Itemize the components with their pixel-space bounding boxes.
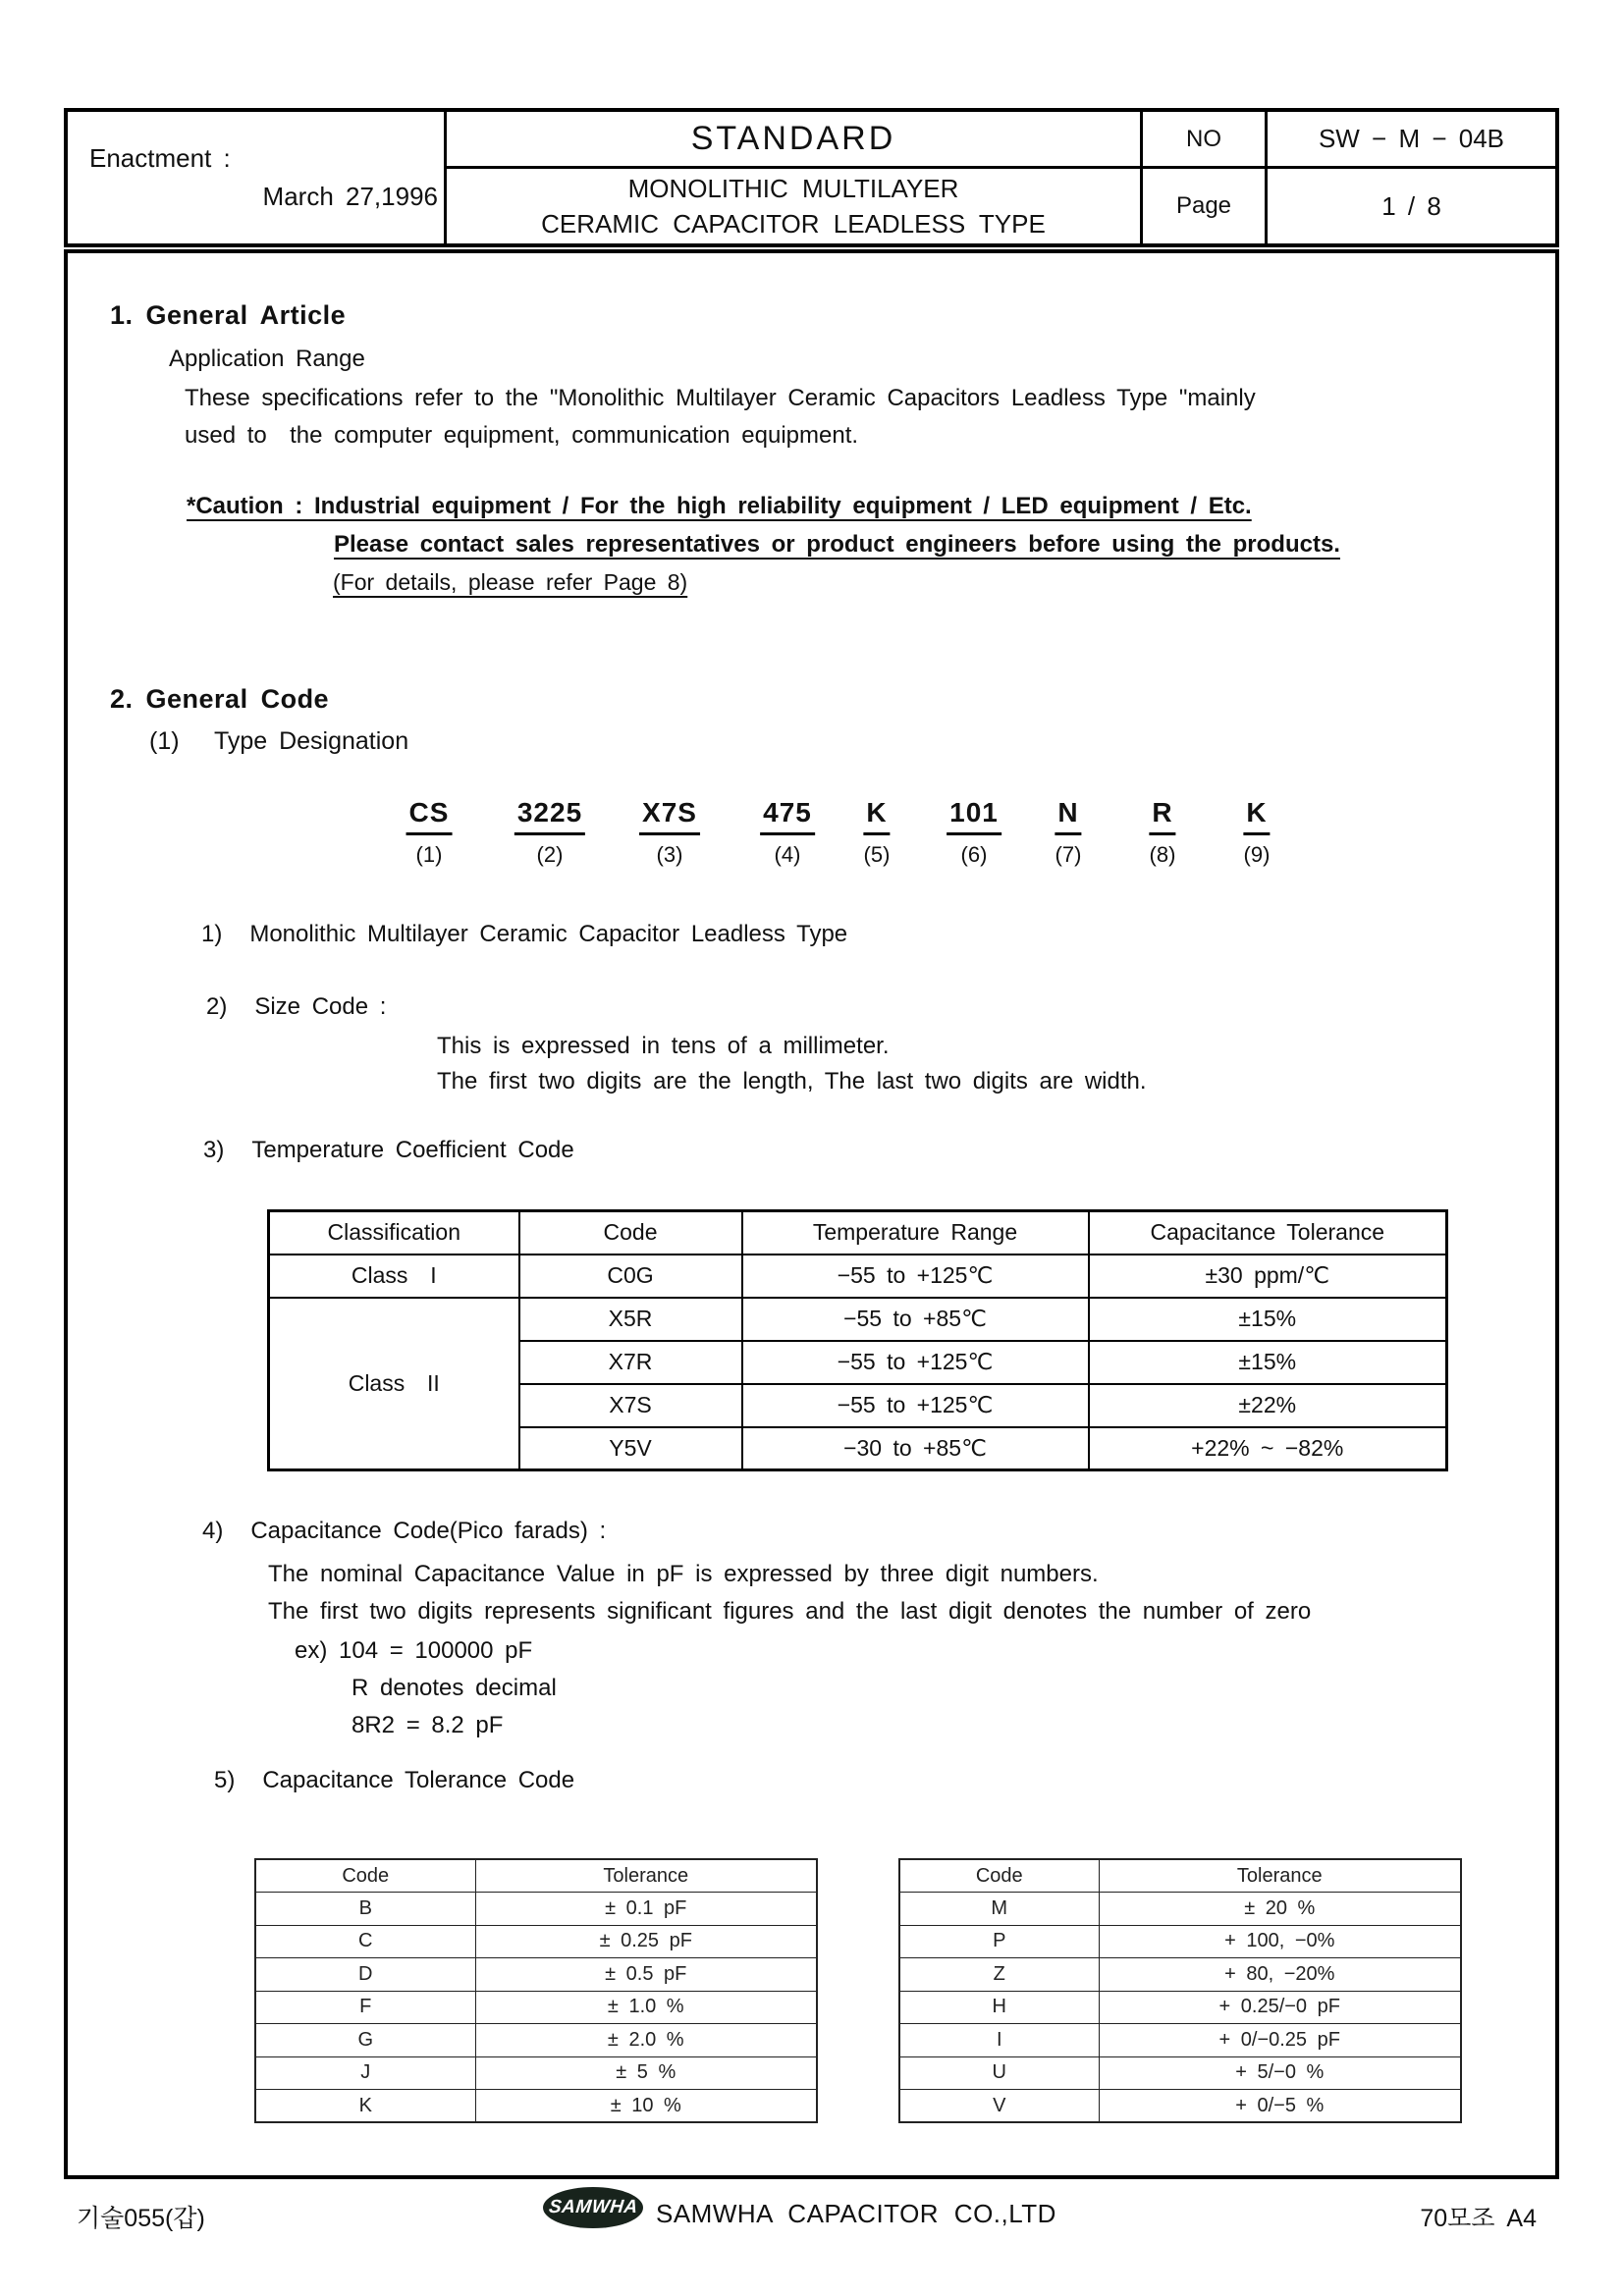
header-table: [64, 108, 1559, 247]
item-4-line-1: The nominal Capacitance Value in pF is expressed by three digit numbers.: [268, 1561, 1099, 1587]
type-code-9-value: K: [1243, 797, 1270, 835]
type-code-4: [760, 797, 815, 868]
tolerance-table-right: [898, 1858, 1462, 2123]
tol-code-cell: M: [899, 1893, 1099, 1926]
type-code-6-index: (6): [960, 842, 988, 867]
caution-line-1: *Caution : Industrial equipment / For the high reliability equipment / LED equipment / Etc.: [187, 493, 1252, 519]
type-code-8-value: R: [1149, 797, 1175, 835]
temp-tolerance-cell: ±15%: [1089, 1341, 1447, 1384]
table-row: [269, 1298, 1447, 1341]
table-row: [255, 1893, 817, 1926]
item-1-text: Monolithic Multilayer Ceramic Capacitor Leadless Type: [249, 921, 848, 947]
type-code-1: [406, 797, 453, 868]
type-code-5-index: (5): [863, 842, 891, 867]
temp-col-code: Code: [519, 1211, 742, 1255]
temp-range-cell: −55 to +125℃: [742, 1384, 1089, 1427]
item-5-title: Capacitance Tolerance Code: [262, 1767, 575, 1793]
item-4-title: Capacitance Code(Pico farads) :: [250, 1518, 607, 1544]
table-row: [255, 1958, 817, 1992]
enactment-date: March 27,1996: [262, 182, 438, 211]
item-5-number: 5): [214, 1767, 236, 1793]
tol-code-cell: P: [899, 1925, 1099, 1958]
class-1-cell: Class I: [269, 1255, 519, 1298]
temp-col-range: Temperature Range: [742, 1211, 1089, 1255]
tol-value-cell: + 0.25/−0 pF: [1099, 1991, 1461, 2024]
type-code-6-value: 101: [947, 797, 1001, 835]
item-1: [201, 921, 847, 948]
tol-value-cell: ± 2.0 %: [475, 2024, 817, 2057]
tol-value-cell: + 0/−0.25 pF: [1099, 2024, 1461, 2057]
item-3-number: 3): [203, 1137, 225, 1163]
item-2-line-2: The first two digits are the length, The last two digits are width.: [437, 1068, 1147, 1095]
samwha-logo-text: SAMWHA: [547, 2197, 639, 2217]
type-code-1-value: CS: [406, 797, 453, 835]
subtitle-line-2: CERAMIC CAPACITOR LEADLESS TYPE: [541, 209, 1046, 239]
temp-tolerance-cell: ±22%: [1089, 1384, 1447, 1427]
section-1-heading: 1. General Article: [110, 300, 347, 330]
type-code-3: [639, 797, 700, 868]
type-code-5: [863, 797, 890, 868]
tol-value-cell: ± 5 %: [475, 2056, 817, 2090]
temp-code-cell: C0G: [519, 1255, 742, 1298]
item-4-example-1: ex) 104 = 100000 pF: [295, 1637, 533, 1664]
type-code-7-index: (7): [1055, 842, 1082, 867]
table-row: [255, 2056, 817, 2090]
application-range-line-1: These specifications refer to the "Monolithic Multilayer Ceramic Capacitors Leadless Type "mainly: [185, 385, 1256, 411]
tol-code-cell: I: [899, 2024, 1099, 2057]
temp-tolerance-cell: ±30 ppm/℃: [1089, 1255, 1447, 1298]
item-3-title: Temperature Coefficient Code: [251, 1137, 574, 1163]
type-code-2: [514, 797, 585, 868]
tol-value-cell: ± 1.0 %: [475, 1991, 817, 2024]
page-value: 1 / 8: [1265, 169, 1555, 243]
tol-right-col-code: Code: [899, 1859, 1099, 1893]
type-code-8-index: (8): [1149, 842, 1176, 867]
footer-company-name: SAMWHA CAPACITOR CO.,LTD: [656, 2199, 1056, 2228]
temp-range-cell: −55 to +125℃: [742, 1255, 1089, 1298]
tol-code-cell: G: [255, 2024, 475, 2057]
temp-range-cell: −55 to +85℃: [742, 1298, 1089, 1341]
temp-code-cell: X7S: [519, 1384, 742, 1427]
tol-code-cell: B: [255, 1893, 475, 1926]
table-row: [899, 1958, 1461, 1992]
caution-line-3: (For details, please refer Page 8): [333, 569, 688, 595]
tol-code-cell: U: [899, 2056, 1099, 2090]
item-5: [214, 1767, 574, 1794]
tol-code-cell: C: [255, 1925, 475, 1958]
tolerance-table-left: [254, 1858, 818, 2123]
document-title: STANDARD: [447, 112, 1140, 169]
table-row: [899, 1893, 1461, 1926]
table-row: [899, 1925, 1461, 1958]
temp-tolerance-cell: ±15%: [1089, 1298, 1447, 1341]
item-4-example-3: 8R2 = 8.2 pF: [352, 1712, 504, 1738]
type-designation-label: (1) Type Designation: [149, 727, 409, 755]
tol-value-cell: ± 0.25 pF: [475, 1925, 817, 1958]
type-code-9-index: (9): [1243, 842, 1271, 867]
temp-code-cell: X5R: [519, 1298, 742, 1341]
temp-range-cell: −30 to +85℃: [742, 1427, 1089, 1470]
temperature-coefficient-table: [267, 1209, 1448, 1471]
tol-value-cell: + 80, −20%: [1099, 1958, 1461, 1992]
tol-code-cell: H: [899, 1991, 1099, 2024]
item-3: [203, 1137, 574, 1164]
table-row: [269, 1255, 1447, 1298]
tol-value-cell: + 5/−0 %: [1099, 2056, 1461, 2090]
type-code-6: [947, 797, 1001, 868]
tol-code-cell: Z: [899, 1958, 1099, 1992]
type-code-3-index: (3): [656, 842, 683, 867]
tol-code-cell: F: [255, 1991, 475, 2024]
class-2-cell: Class II: [269, 1298, 519, 1470]
table-row: [899, 1991, 1461, 2024]
enactment-label: Enactment :: [89, 143, 231, 173]
footer-doc-code: 기술055(갑): [77, 2205, 205, 2232]
tol-code-cell: K: [255, 2090, 475, 2123]
tol-value-cell: ± 10 %: [475, 2090, 817, 2123]
application-range-label: Application Range: [169, 346, 365, 372]
caution-line-2: Please contact sales representatives or product engineers before using the products.: [334, 531, 1340, 558]
temp-col-classification: Classification: [269, 1211, 519, 1255]
type-code-7-value: N: [1055, 797, 1081, 835]
tol-value-cell: + 100, −0%: [1099, 1925, 1461, 1958]
temp-code-cell: Y5V: [519, 1427, 742, 1470]
tol-left-col-code: Code: [255, 1859, 475, 1893]
tol-value-cell: ± 0.5 pF: [475, 1958, 817, 1992]
samwha-logo-icon: [543, 2187, 643, 2228]
temp-table-header-row: [269, 1211, 1447, 1255]
page-label: Page: [1140, 169, 1265, 243]
tolerance-right-header-row: [899, 1859, 1461, 1893]
temp-col-tolerance: Capacitance Tolerance: [1089, 1211, 1447, 1255]
tol-value-cell: + 0/−5 %: [1099, 2090, 1461, 2123]
tol-value-cell: ± 0.1 pF: [475, 1893, 817, 1926]
table-row: [899, 2090, 1461, 2123]
item-2-line-1: This is expressed in tens of a millimeter.: [437, 1033, 890, 1059]
application-range-line-2: used to the computer equipment, communication equipment.: [185, 422, 859, 449]
temp-tolerance-cell: +22% ~ −82%: [1089, 1427, 1447, 1470]
item-1-number: 1): [201, 921, 223, 947]
no-label: NO: [1140, 112, 1265, 169]
item-2-title: Size Code :: [254, 993, 387, 1020]
temp-range-cell: −55 to +125℃: [742, 1341, 1089, 1384]
item-2: [206, 993, 386, 1021]
type-code-4-value: 475: [760, 797, 815, 835]
type-code-2-value: 3225: [514, 797, 585, 835]
table-row: [255, 2024, 817, 2057]
type-code-2-index: (2): [536, 842, 564, 867]
type-code-4-index: (4): [774, 842, 801, 867]
type-code-1-index: (1): [415, 842, 443, 867]
item-2-number: 2): [206, 993, 228, 1020]
document-subtitle: [447, 169, 1140, 243]
type-code-8: [1149, 797, 1175, 868]
tol-value-cell: ± 20 %: [1099, 1893, 1461, 1926]
enactment-cell: [68, 112, 447, 243]
table-row: [899, 2024, 1461, 2057]
table-row: [899, 2056, 1461, 2090]
temp-code-cell: X7R: [519, 1341, 742, 1384]
type-designation-row: [0, 797, 1623, 876]
item-4-line-2: The first two digits represents significant figures and the last digit denotes the number of zero: [268, 1598, 1312, 1625]
item-4-number: 4): [202, 1518, 224, 1544]
no-value: SW − M − 04B: [1265, 112, 1555, 169]
table-row: [255, 1991, 817, 2024]
footer-right-code: 70모조 A4: [1420, 2205, 1537, 2232]
subtitle-line-1: MONOLITHIC MULTILAYER: [627, 174, 959, 203]
tolerance-left-header-row: [255, 1859, 817, 1893]
tol-code-cell: D: [255, 1958, 475, 1992]
table-row: [255, 1925, 817, 1958]
table-row: [255, 2090, 817, 2123]
item-4-example-2: R denotes decimal: [352, 1675, 557, 1701]
tol-right-col-tolerance: Tolerance: [1099, 1859, 1461, 1893]
tol-code-cell: V: [899, 2090, 1099, 2123]
tol-left-col-tolerance: Tolerance: [475, 1859, 817, 1893]
type-code-7: [1055, 797, 1081, 868]
type-code-5-value: K: [863, 797, 890, 835]
section-2-heading: 2. General Code: [110, 684, 330, 714]
item-4: [202, 1518, 606, 1545]
type-code-9: [1243, 797, 1270, 868]
tol-code-cell: J: [255, 2056, 475, 2090]
type-code-3-value: X7S: [639, 797, 700, 835]
